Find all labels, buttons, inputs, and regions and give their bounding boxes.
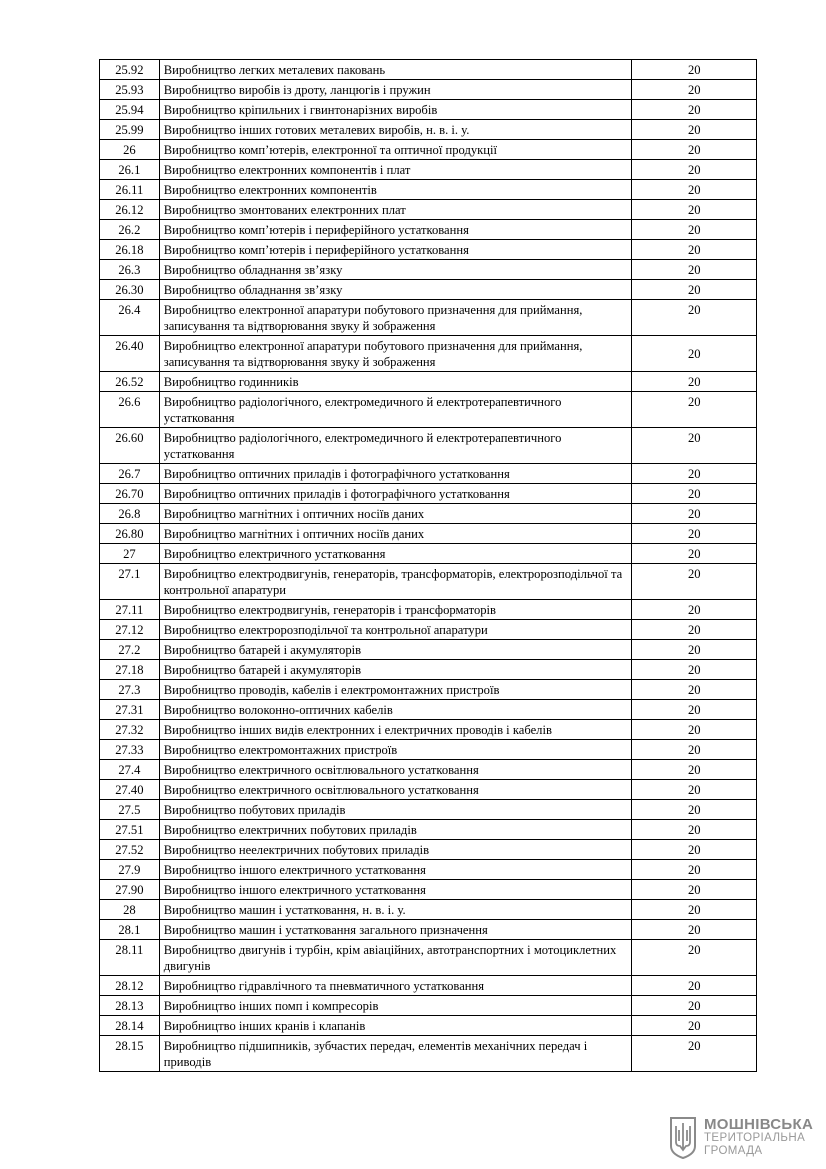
code-cell: 26.2 [100, 220, 160, 240]
table-row [100, 900, 757, 920]
code-cell: 26.6 [100, 392, 160, 428]
activity-name-cell: Виробництво радіологічного, електромедичного й електротерапевтичного устатковання [159, 428, 632, 464]
table-row [100, 484, 757, 504]
code-cell: 26 [100, 140, 160, 160]
table-row [100, 720, 757, 740]
rate-cell: 20 [632, 464, 757, 484]
activity-name-cell: Виробництво виробів із дроту, ланцюгів і пружин [159, 80, 632, 100]
code-cell: 26.7 [100, 464, 160, 484]
rate-cell: 20 [632, 240, 757, 260]
code-cell: 27.3 [100, 680, 160, 700]
rate-cell: 20 [632, 680, 757, 700]
code-cell: 27.40 [100, 780, 160, 800]
rate-cell: 20 [632, 1016, 757, 1036]
code-cell: 28.13 [100, 996, 160, 1016]
table-row [100, 996, 757, 1016]
activity-name-cell: Виробництво комп’ютерів і периферійного устатковання [159, 240, 632, 260]
activity-name-cell: Виробництво машин і устатковання загального призначення [159, 920, 632, 940]
code-cell: 25.93 [100, 80, 160, 100]
rate-cell: 20 [632, 720, 757, 740]
table-row [100, 240, 757, 260]
activity-name-cell: Виробництво електричного освітлювального устатковання [159, 780, 632, 800]
table-row [100, 700, 757, 720]
table-row [100, 840, 757, 860]
activity-name-cell: Виробництво магнітних і оптичних носіїв даних [159, 504, 632, 524]
code-cell: 27 [100, 544, 160, 564]
rate-cell: 20 [632, 160, 757, 180]
rate-cell: 20 [632, 200, 757, 220]
table-row [100, 524, 757, 544]
code-cell: 27.12 [100, 620, 160, 640]
activity-name-cell: Виробництво годинників [159, 372, 632, 392]
code-cell: 26.70 [100, 484, 160, 504]
code-cell: 26.8 [100, 504, 160, 524]
rate-cell: 20 [632, 484, 757, 504]
activity-name-cell: Виробництво електричного освітлювального устатковання [159, 760, 632, 780]
activity-name-cell: Виробництво неелектричних побутових приладів [159, 840, 632, 860]
activity-name-cell: Виробництво двигунів і турбін, крім авіаційних, автотранспортних і мотоциклетних двигунів [159, 940, 632, 976]
activity-name-cell: Виробництво кріпильних і гвинтонарізних виробів [159, 100, 632, 120]
table-row [100, 600, 757, 620]
activity-name-cell: Виробництво батарей і акумуляторів [159, 640, 632, 660]
code-cell: 26.1 [100, 160, 160, 180]
table-row [100, 260, 757, 280]
activity-name-cell: Виробництво радіологічного, електромедичного й електротерапевтичного устатковання [159, 392, 632, 428]
rate-cell: 20 [632, 392, 757, 428]
activity-name-cell: Виробництво електродвигунів, генераторів, трансформаторів, електророзподільчої та контрольної апаратури [159, 564, 632, 600]
trident-emblem-icon [668, 1116, 698, 1160]
activity-name-cell: Виробництво обладнання зв’язку [159, 260, 632, 280]
table-row [100, 920, 757, 940]
rate-cell: 20 [632, 900, 757, 920]
logo-line-2: ТЕРИТОРІАЛЬНА [704, 1132, 806, 1144]
code-cell: 25.99 [100, 120, 160, 140]
rate-cell: 20 [632, 920, 757, 940]
rate-cell: 20 [632, 860, 757, 880]
rate-cell: 20 [632, 260, 757, 280]
activity-name-cell: Виробництво електророзподільчої та контрольної апаратури [159, 620, 632, 640]
table-row [100, 504, 757, 524]
activity-name-cell: Виробництво електричного устатковання [159, 544, 632, 564]
code-cell: 25.94 [100, 100, 160, 120]
table-row [100, 780, 757, 800]
code-cell: 26.80 [100, 524, 160, 544]
rate-cell: 20 [632, 780, 757, 800]
code-cell: 27.1 [100, 564, 160, 600]
table-row [100, 660, 757, 680]
rate-cell: 20 [632, 80, 757, 100]
rate-cell: 20 [632, 300, 757, 336]
rate-cell: 20 [632, 564, 757, 600]
rate-cell: 20 [632, 976, 757, 996]
rate-cell: 20 [632, 700, 757, 720]
logo-line-1: МОШНІВСЬКА [704, 1116, 814, 1133]
activity-name-cell: Виробництво змонтованих електронних плат [159, 200, 632, 220]
rate-cell: 20 [632, 504, 757, 524]
table-row [100, 760, 757, 780]
rate-cell: 20 [632, 220, 757, 240]
rate-cell: 20 [632, 996, 757, 1016]
rate-cell: 20 [632, 740, 757, 760]
rate-cell: 20 [632, 880, 757, 900]
code-cell: 25.92 [100, 60, 160, 80]
activity-name-cell: Виробництво гідравлічного та пневматичного устатковання [159, 976, 632, 996]
table-row [100, 860, 757, 880]
activity-name-cell: Виробництво електронних компонентів [159, 180, 632, 200]
code-cell: 26.3 [100, 260, 160, 280]
rate-cell: 20 [632, 120, 757, 140]
activity-name-cell: Виробництво обладнання зв’язку [159, 280, 632, 300]
rate-cell: 20 [632, 800, 757, 820]
table-row [100, 372, 757, 392]
activity-name-cell: Виробництво електронних компонентів і плат [159, 160, 632, 180]
rate-cell: 20 [632, 1036, 757, 1072]
activity-name-cell: Виробництво проводів, кабелів і електромонтажних пристроїв [159, 680, 632, 700]
code-cell: 28.15 [100, 1036, 160, 1072]
table-row [100, 140, 757, 160]
code-cell: 26.52 [100, 372, 160, 392]
rate-cell: 20 [632, 820, 757, 840]
community-logo [668, 1116, 818, 1160]
activity-name-cell: Виробництво електронної апаратури побутового призначення для приймання, записування та відтворювання звуку й зображення [159, 300, 632, 336]
activity-name-cell: Виробництво батарей і акумуляторів [159, 660, 632, 680]
code-cell: 27.18 [100, 660, 160, 680]
table-row [100, 200, 757, 220]
rate-cell: 20 [632, 60, 757, 80]
table-row [100, 640, 757, 660]
code-cell: 26.18 [100, 240, 160, 260]
table-row [100, 220, 757, 240]
code-cell: 27.4 [100, 760, 160, 780]
rate-cell: 20 [632, 840, 757, 860]
logo-line-3: ГРОМАДА [704, 1145, 763, 1157]
activity-name-cell: Виробництво оптичних приладів і фотографічного устатковання [159, 484, 632, 504]
activity-name-cell: Виробництво магнітних і оптичних носіїв даних [159, 524, 632, 544]
code-cell: 26.12 [100, 200, 160, 220]
activity-name-cell: Виробництво електродвигунів, генераторів і трансформаторів [159, 600, 632, 620]
code-cell: 27.31 [100, 700, 160, 720]
activity-name-cell: Виробництво іншого електричного устатковання [159, 860, 632, 880]
activity-name-cell: Виробництво підшипників, зубчастих передач, елементів механічних передач і приводів [159, 1036, 632, 1072]
table-row [100, 820, 757, 840]
rate-cell: 20 [632, 180, 757, 200]
table-row [100, 976, 757, 996]
activity-name-cell: Виробництво побутових приладів [159, 800, 632, 820]
activity-name-cell: Виробництво волоконно-оптичних кабелів [159, 700, 632, 720]
activity-name-cell: Виробництво інших готових металевих виробів, н. в. і. у. [159, 120, 632, 140]
rate-cell: 20 [632, 640, 757, 660]
activity-name-cell: Виробництво інших видів електронних і електричних проводів і кабелів [159, 720, 632, 740]
table-row [100, 160, 757, 180]
table-row [100, 120, 757, 140]
table-row [100, 336, 757, 372]
activity-name-cell: Виробництво оптичних приладів і фотографічного устатковання [159, 464, 632, 484]
table-row [100, 940, 757, 976]
code-cell: 27.9 [100, 860, 160, 880]
activity-name-cell: Виробництво електричних побутових приладів [159, 820, 632, 840]
code-cell: 27.51 [100, 820, 160, 840]
tax-rate-table [99, 59, 757, 1072]
activity-name-cell: Виробництво іншого електричного устатковання [159, 880, 632, 900]
activity-name-cell: Виробництво електромонтажних пристроїв [159, 740, 632, 760]
code-cell: 27.33 [100, 740, 160, 760]
code-cell: 27.90 [100, 880, 160, 900]
code-cell: 26.4 [100, 300, 160, 336]
table-row [100, 428, 757, 464]
rate-cell: 20 [632, 760, 757, 780]
code-cell: 27.32 [100, 720, 160, 740]
table-row [100, 544, 757, 564]
activity-name-cell: Виробництво електронної апаратури побутового призначення для приймання, записування та відтворювання звуку й зображення [159, 336, 632, 372]
table-row [100, 464, 757, 484]
code-cell: 26.40 [100, 336, 160, 372]
table-row [100, 392, 757, 428]
table-row [100, 280, 757, 300]
rate-cell: 20 [632, 940, 757, 976]
table-row [100, 60, 757, 80]
code-cell: 26.30 [100, 280, 160, 300]
table-row [100, 800, 757, 820]
rate-cell: 20 [632, 660, 757, 680]
code-cell: 27.2 [100, 640, 160, 660]
rate-cell: 20 [632, 524, 757, 544]
activity-name-cell: Виробництво інших кранів і клапанів [159, 1016, 632, 1036]
table-row [100, 100, 757, 120]
code-cell: 26.60 [100, 428, 160, 464]
table-row [100, 880, 757, 900]
table-row [100, 1016, 757, 1036]
rate-cell: 20 [632, 140, 757, 160]
code-cell: 27.5 [100, 800, 160, 820]
table-row [100, 620, 757, 640]
rate-cell: 20 [632, 100, 757, 120]
table-row [100, 680, 757, 700]
code-cell: 28 [100, 900, 160, 920]
rate-cell: 20 [632, 428, 757, 464]
code-cell: 26.11 [100, 180, 160, 200]
activity-name-cell: Виробництво комп’ютерів і периферійного устатковання [159, 220, 632, 240]
table-row [100, 180, 757, 200]
activity-name-cell: Виробництво легких металевих паковань [159, 60, 632, 80]
code-cell: 28.1 [100, 920, 160, 940]
table-row [100, 564, 757, 600]
rate-cell: 20 [632, 280, 757, 300]
table-body [100, 60, 757, 1072]
code-cell: 28.11 [100, 940, 160, 976]
rate-cell: 20 [632, 372, 757, 392]
table-row [100, 1036, 757, 1072]
activity-name-cell: Виробництво інших помп і компресорів [159, 996, 632, 1016]
code-cell: 28.14 [100, 1016, 160, 1036]
table-row [100, 300, 757, 336]
activity-name-cell: Виробництво машин і устатковання, н. в. і. у. [159, 900, 632, 920]
table-row [100, 740, 757, 760]
code-cell: 27.52 [100, 840, 160, 860]
activity-name-cell: Виробництво комп’ютерів, електронної та оптичної продукції [159, 140, 632, 160]
rate-cell: 20 [632, 600, 757, 620]
rate-cell: 20 [632, 336, 757, 372]
code-cell: 27.11 [100, 600, 160, 620]
table-row [100, 80, 757, 100]
rate-cell: 20 [632, 620, 757, 640]
code-cell: 28.12 [100, 976, 160, 996]
rate-cell: 20 [632, 544, 757, 564]
